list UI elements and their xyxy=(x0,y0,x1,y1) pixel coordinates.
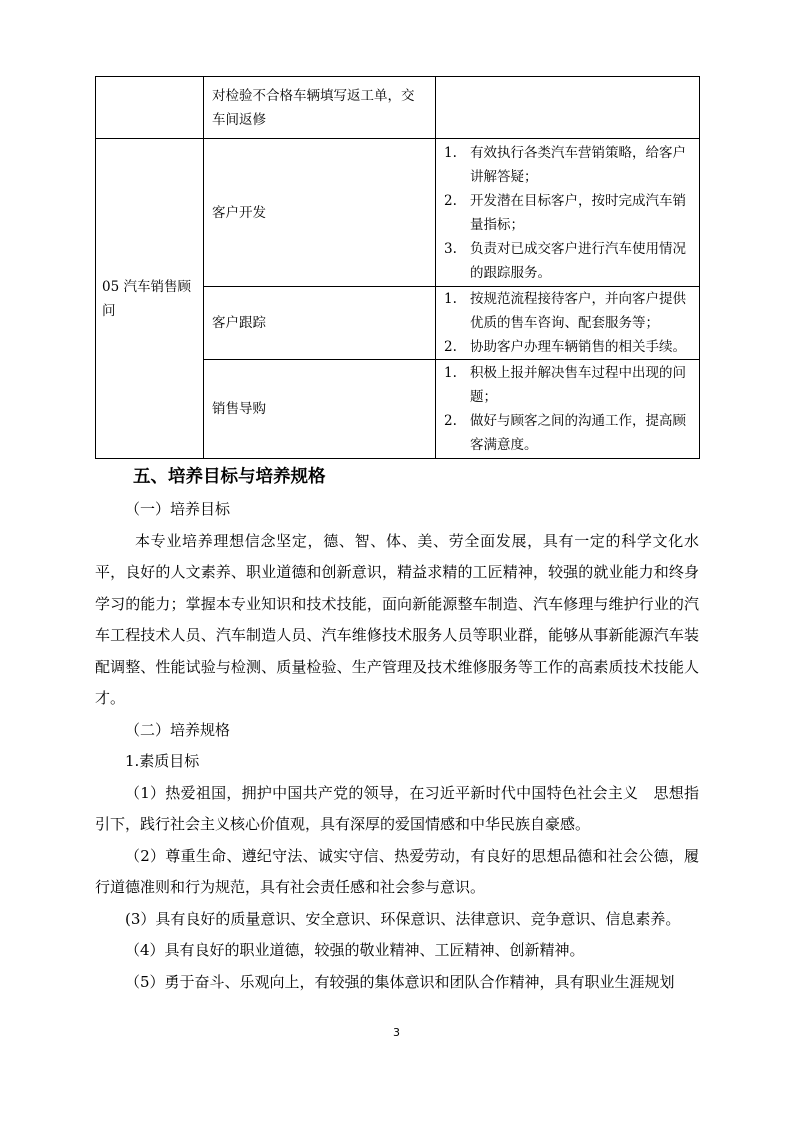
table-row xyxy=(96,139,700,287)
list-item: 1. 有效执行各类汽车营销策略，给客户讲解答疑； xyxy=(444,144,686,185)
list-item: 2. 开发潜在目标客户，按时完成汽车销量指标； xyxy=(444,192,686,233)
section-heading: 五、培养目标与培养规格 xyxy=(133,467,326,487)
job-role-cell: 05 汽车销售顾问 xyxy=(96,139,204,459)
quality-point: （2）尊重生命、遵纪守法、诚实守信、热爱劳动，有良好的思想品德和社会公德，履行道德准则和行为规范，具有社会责任感和社会参与意识。 xyxy=(95,846,699,896)
quality-point: (3）具有良好的质量意识、安全意识、环保意识、法律意识、竞争意识、信息素养。 xyxy=(125,909,681,928)
list-item: 3. 负责对已成交客户进行汽车使用情况的跟踪服务。 xyxy=(444,240,686,281)
requirement-list xyxy=(444,141,691,285)
task-requirement-cell xyxy=(436,287,700,360)
task-name-cell: 客户跟踪 xyxy=(204,287,436,360)
quality-point: （5）勇于奋斗、乐观向上，有较强的集体意识和团队合作精神，具有职业生涯规划 xyxy=(125,972,675,991)
section-body xyxy=(95,494,699,998)
list-item: 2. 协助客户办理车辆销售的相关手续。 xyxy=(444,339,686,355)
page-number: 3 xyxy=(393,1026,400,1039)
list-item: 1. 按规范流程接待客户，并向客户提供优质的售车咨询、配套服务等； xyxy=(444,291,686,331)
table-cell-duty: 对检验不合格车辆填写返工单，交车间返修 xyxy=(204,77,436,139)
list-item: 1. 积极上报并解决售车过程中出现的问题； xyxy=(444,365,686,405)
table-cell-empty xyxy=(96,77,204,139)
table-cell-requirement xyxy=(436,77,700,139)
task-name-cell: 销售导购 xyxy=(204,360,436,459)
goal-paragraph: 本专业培养理想信念坚定，德、智、体、美、劳全面发展，具有一定的科学文化水平，良好的人文素养、职业道德和创新意识，精益求精的工匠精神，较强的就业能力和终身学习的能力；掌握本专业知识和技术技能，面向新能源整车制造、汽车修理与维护行业的汽车工程技术人员、汽车制造人员、汽车维修技术服务人员等职业群，能够从事新能源汽车装配调整、性能试验与检测、质量检验、生产管理及技术维修服务等工作的高素质技术技能人才。 xyxy=(95,531,699,707)
job-duty-table xyxy=(95,76,700,459)
quality-point: （4）具有良好的职业道德，较强的敬业精神、工匠精神、创新精神。 xyxy=(125,941,585,959)
quality-point: （1）热爱祖国，拥护中国共产党的领导，在习近平新时代中国特色社会主义 思想指引下，践行社会主义核心价值观，具有深厚的爱国情感和中华民族自豪感。 xyxy=(95,783,699,833)
table-row xyxy=(96,77,700,139)
subsection-title-specs: （二）培养规格 xyxy=(125,720,231,739)
quality-goal-title: 1.素质目标 xyxy=(125,752,200,770)
list-item: 2. 做好与顾客之间的沟通工作，提高顾客满意度。 xyxy=(444,413,686,453)
requirement-list xyxy=(444,361,691,457)
task-requirement-cell xyxy=(436,139,700,287)
subsection-title-goals: （一）培养目标 xyxy=(125,500,231,518)
task-name-cell: 客户开发 xyxy=(204,139,436,287)
task-requirement-cell xyxy=(436,360,700,459)
requirement-list xyxy=(444,287,691,359)
